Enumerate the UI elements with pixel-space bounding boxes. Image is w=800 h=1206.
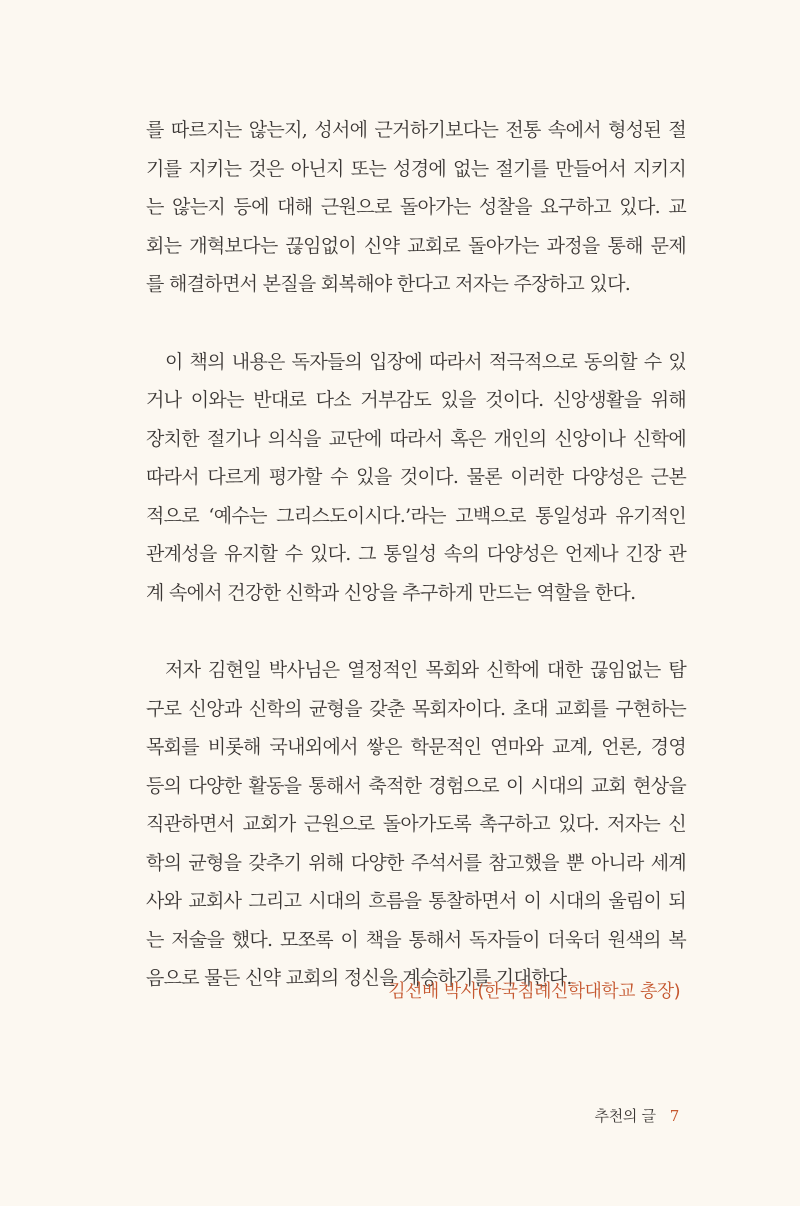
text-line: 구로 신앙과 신학의 균형을 갖춘 목회자이다. 초대 교회를 구현하는 bbox=[146, 697, 686, 720]
text-line: 직관하면서 교회가 근원으로 돌아가도록 촉구하고 있다. 저자는 신 bbox=[146, 813, 686, 835]
text-line: 이 책의 내용은 독자들의 입장에 따라서 적극적으로 동의할 수 있 bbox=[165, 350, 686, 373]
text-line: 적으로 ‘예수는 그리스도이시다.’라는 고백으로 통일성과 유기적인 bbox=[146, 504, 686, 527]
text-line: 를 해결하면서 본질을 회복해야 한다고 저자는 주장하고 있다. bbox=[146, 273, 631, 295]
text-line: 따라서 다르게 평가할 수 있을 것이다. 물론 이러한 다양성은 근본 bbox=[146, 466, 686, 488]
text-line: 저자 김현일 박사님은 열정적인 목회와 신학에 대한 끊임없는 탐 bbox=[165, 659, 686, 681]
page-footer bbox=[595, 1105, 679, 1126]
paragraph-spacer bbox=[146, 304, 686, 343]
text-line: 사와 교회사 그리고 시대의 흐름을 통찰하면서 이 시대의 울림이 되 bbox=[146, 890, 686, 912]
text-line: 를 따르지는 않는지, 성서에 근거하기보다는 전통 속에서 형성된 절 bbox=[146, 119, 686, 141]
paragraph-3 bbox=[146, 651, 686, 998]
body-text bbox=[146, 111, 686, 998]
page-number: 7 bbox=[669, 1107, 679, 1125]
text-line: 학의 균형을 갖추기 위해 다양한 주석서를 참고했을 뿐 아니라 세계 bbox=[146, 851, 686, 874]
text-line: 관계성을 유지할 수 있다. 그 통일성 속의 다양성은 언제나 긴장 관 bbox=[146, 543, 686, 565]
section-title: 추천의 글 bbox=[594, 1107, 656, 1125]
text-line: 장치한 절기나 의식을 교단에 따라서 혹은 개인의 신앙이나 신학에 bbox=[146, 427, 686, 450]
text-line: 는 저술을 했다. 모쪼록 이 책을 통해서 독자들이 더욱더 원색의 복 bbox=[146, 928, 686, 951]
text-line: 거나 이와는 반대로 다소 거부감도 있을 것이다. 신앙생활을 위해 bbox=[146, 389, 686, 411]
paragraph-2 bbox=[146, 343, 686, 613]
text-line: 음으로 물든 신약 교회의 정신을 계승하기를 기대한다. bbox=[146, 967, 572, 989]
paragraph-spacer bbox=[146, 612, 686, 651]
text-line: 등의 다양한 활동을 통해서 축적한 경험으로 이 시대의 교회 현상을 bbox=[146, 774, 686, 797]
author-signature: 김선배 박사(한국침례신학대학교 총장) bbox=[388, 981, 680, 1002]
text-line: 회는 개혁보다는 끊임없이 신약 교회로 돌아가는 과정을 통해 문제 bbox=[146, 234, 686, 257]
text-line: 계 속에서 건강한 신학과 신앙을 추구하게 만드는 역할을 한다. bbox=[146, 581, 636, 604]
paragraph-1 bbox=[146, 111, 686, 304]
text-line: 목회를 비롯해 국내외에서 쌓은 학문적인 연마와 교계, 언론, 경영 bbox=[146, 736, 686, 758]
text-line: 기를 지키는 것은 아닌지 또는 성경에 없는 절기를 만들어서 지키지 bbox=[146, 157, 686, 180]
text-line: 는 않는지 등에 대해 근원으로 돌아가는 성찰을 요구하고 있다. 교 bbox=[146, 196, 686, 218]
